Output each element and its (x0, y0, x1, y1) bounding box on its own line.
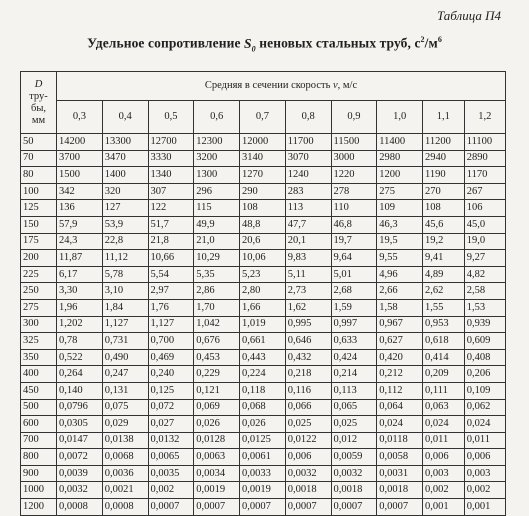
resistance-cell: 1220 (331, 167, 377, 184)
resistance-cell: 0,676 (194, 333, 240, 350)
resistance-cell: 307 (148, 183, 194, 200)
resistance-cell: 0,006 (285, 449, 331, 466)
resistance-cell: 0,0068 (102, 449, 148, 466)
velocity-value: 1,0 (377, 101, 423, 134)
diameter-cell: 1200 (21, 499, 57, 516)
resistance-cell: 1,019 (240, 316, 286, 333)
resistance-cell: 3000 (331, 150, 377, 167)
diameter-cell: 600 (21, 416, 57, 433)
diameter-cell: 100 (21, 183, 57, 200)
resistance-cell: 0,218 (285, 366, 331, 383)
resistance-cell: 320 (102, 183, 148, 200)
resistance-cell: 0,646 (285, 333, 331, 350)
resistance-cell: 0,0008 (102, 499, 148, 516)
table-row (21, 200, 506, 217)
resistance-cell: 0,0072 (57, 449, 103, 466)
resistance-cell: 0,0128 (194, 432, 240, 449)
resistance-cell: 5,54 (148, 266, 194, 283)
resistance-cell: 0,001 (464, 499, 505, 516)
resistance-cell: 0,0063 (194, 449, 240, 466)
resistance-cell: 0,112 (377, 382, 423, 399)
resistance-cell: 0,0125 (240, 432, 286, 449)
velocity-values-row (21, 101, 506, 134)
resistance-cell: 0,633 (331, 333, 377, 350)
resistance-cell: 2,80 (240, 283, 286, 300)
resistance-cell: 3070 (285, 150, 331, 167)
resistance-cell: 0,432 (285, 349, 331, 366)
resistance-cell: 0,0796 (57, 399, 103, 416)
resistance-cell: 0,063 (423, 399, 465, 416)
resistance-cell: 0,140 (57, 382, 103, 399)
resistance-cell: 2,62 (423, 283, 465, 300)
resistance-cell: 3470 (102, 150, 148, 167)
table-row (21, 250, 506, 267)
resistance-cell: 0,025 (285, 416, 331, 433)
resistance-cell: 0,012 (331, 432, 377, 449)
resistance-cell: 1300 (194, 167, 240, 184)
velocity-value: 0,7 (240, 101, 286, 134)
resistance-cell: 0,264 (57, 366, 103, 383)
resistance-cell: 0,111 (423, 382, 465, 399)
resistance-cell: 0,0019 (194, 482, 240, 499)
table-row (21, 382, 506, 399)
diameter-cell: 175 (21, 233, 57, 250)
diameter-cell: 800 (21, 449, 57, 466)
resistance-cell: 0,065 (331, 399, 377, 416)
resistance-cell: 1340 (148, 167, 194, 184)
diameter-cell: 325 (21, 333, 57, 350)
resistance-cell: 2980 (377, 150, 423, 167)
diameter-cell: 350 (21, 349, 57, 366)
resistance-cell: 0,0132 (148, 432, 194, 449)
diameter-cell: 1000 (21, 482, 57, 499)
resistance-cell: 296 (194, 183, 240, 200)
resistance-cell: 0,011 (464, 432, 505, 449)
resistance-cell: 0,0007 (148, 499, 194, 516)
resistance-cell: 0,0033 (240, 465, 286, 482)
resistance-cell: 2,66 (377, 283, 423, 300)
resistance-cell: 0,118 (240, 382, 286, 399)
resistance-cell: 19,5 (377, 233, 423, 250)
table-row (21, 167, 506, 184)
resistance-cell: 5,01 (331, 266, 377, 283)
resistance-cell: 0,0021 (102, 482, 148, 499)
resistance-cell: 0,0305 (57, 416, 103, 433)
resistance-cell: 3,30 (57, 283, 103, 300)
velocity-value: 0,6 (194, 101, 240, 134)
resistance-cell: 13300 (102, 134, 148, 151)
resistance-cell: 1270 (240, 167, 286, 184)
resistance-cell: 108 (423, 200, 465, 217)
resistance-cell: 3,10 (102, 283, 148, 300)
diameter-cell: 225 (21, 266, 57, 283)
resistance-cell: 0,997 (331, 316, 377, 333)
velocity-value: 0,9 (331, 101, 377, 134)
diameter-cell: 50 (21, 134, 57, 151)
diameter-cell: 150 (21, 216, 57, 233)
diameter-cell: 200 (21, 250, 57, 267)
resistance-cell: 51,7 (148, 216, 194, 233)
resistance-cell: 19,2 (423, 233, 465, 250)
velocity-value: 0,8 (285, 101, 331, 134)
resistance-cell: 0,420 (377, 349, 423, 366)
resistance-cell: 11400 (377, 134, 423, 151)
resistance-cell: 10,66 (148, 250, 194, 267)
resistance-cell: 0,78 (57, 333, 103, 350)
resistance-cell: 1190 (423, 167, 465, 184)
resistance-cell: 0,024 (423, 416, 465, 433)
table-label: Таблица П4 (437, 8, 501, 23)
resistance-cell: 0,002 (423, 482, 465, 499)
table-row (21, 134, 506, 151)
resistance-cell: 0,0035 (148, 465, 194, 482)
resistance-cell: 0,0032 (57, 482, 103, 499)
table-row (21, 316, 506, 333)
resistance-cell: 9,27 (464, 250, 505, 267)
resistance-cell: 46,8 (331, 216, 377, 233)
resistance-cell: 0,027 (148, 416, 194, 433)
resistance-cell: 0,0122 (285, 432, 331, 449)
diameter-header: D тру- бы, мм (21, 72, 57, 134)
resistance-cell: 0,618 (423, 333, 465, 350)
resistance-cell: 0,453 (194, 349, 240, 366)
resistance-cell: 2,58 (464, 283, 505, 300)
resistance-cell: 3200 (194, 150, 240, 167)
resistance-cell: 0,0008 (57, 499, 103, 516)
resistance-cell: 53,9 (102, 216, 148, 233)
diameter-cell: 450 (21, 382, 57, 399)
table-row (21, 399, 506, 416)
resistance-cell: 267 (464, 183, 505, 200)
diameter-cell: 300 (21, 316, 57, 333)
resistance-cell: 5,23 (240, 266, 286, 283)
resistance-cell: 10,06 (240, 250, 286, 267)
resistance-cell: 0,953 (423, 316, 465, 333)
resistance-cell: 113 (285, 200, 331, 217)
resistance-cell: 0,408 (464, 349, 505, 366)
resistance-cell: 2,97 (148, 283, 194, 300)
resistance-cell: 0,609 (464, 333, 505, 350)
resistance-cell: 0,026 (240, 416, 286, 433)
resistance-cell: 0,006 (464, 449, 505, 466)
resistance-cell: 0,026 (194, 416, 240, 433)
resistance-cell: 10,29 (194, 250, 240, 267)
table-row (21, 349, 506, 366)
resistance-cell: 0,002 (464, 482, 505, 499)
resistance-cell: 2,73 (285, 283, 331, 300)
resistance-cell: 21,0 (194, 233, 240, 250)
resistance-cell: 0,069 (194, 399, 240, 416)
diameter-cell: 70 (21, 150, 57, 167)
resistance-cell: 0,0061 (240, 449, 286, 466)
resistance-cell: 0,024 (464, 416, 505, 433)
resistance-cell: 0,0018 (331, 482, 377, 499)
resistance-cell: 0,212 (377, 366, 423, 383)
table-row (21, 283, 506, 300)
resistance-cell: 0,113 (331, 382, 377, 399)
resistance-cell: 24,3 (57, 233, 103, 250)
resistance-cell: 270 (423, 183, 465, 200)
resistance-cell: 1500 (57, 167, 103, 184)
velocity-value: 0,3 (57, 101, 103, 134)
resistance-cell: 0,0018 (285, 482, 331, 499)
resistance-cell: 109 (377, 200, 423, 217)
resistance-cell: 3700 (57, 150, 103, 167)
resistance-cell: 136 (57, 200, 103, 217)
diameter-cell: 700 (21, 432, 57, 449)
resistance-cell: 1,66 (240, 299, 286, 316)
resistance-cell: 0,0007 (331, 499, 377, 516)
resistance-cell: 0,029 (102, 416, 148, 433)
resistance-cell: 2890 (464, 150, 505, 167)
resistance-cell: 0,0007 (377, 499, 423, 516)
table-body (21, 134, 506, 516)
resistance-cell: 290 (240, 183, 286, 200)
resistance-cell: 342 (57, 183, 103, 200)
resistance-cell: 0,131 (102, 382, 148, 399)
resistance-cell: 11,87 (57, 250, 103, 267)
resistance-cell: 45,6 (423, 216, 465, 233)
resistance-cell: 0,0138 (102, 432, 148, 449)
resistance-cell: 4,96 (377, 266, 423, 283)
resistance-cell: 5,35 (194, 266, 240, 283)
table-row (21, 499, 506, 516)
resistance-cell: 12000 (240, 134, 286, 151)
resistance-cell: 11200 (423, 134, 465, 151)
resistance-cell: 0,006 (423, 449, 465, 466)
resistance-cell: 0,0059 (331, 449, 377, 466)
resistance-cell: 0,627 (377, 333, 423, 350)
resistance-cell: 12300 (194, 134, 240, 151)
resistance-cell: 0,024 (377, 416, 423, 433)
resistance-cell: 1,202 (57, 316, 103, 333)
table-row (21, 482, 506, 499)
diameter-cell: 900 (21, 465, 57, 482)
resistance-cell: 2940 (423, 150, 465, 167)
resistance-cell: 0,731 (102, 333, 148, 350)
resistance-cell: 5,78 (102, 266, 148, 283)
resistance-cell: 0,0032 (285, 465, 331, 482)
resistance-cell: 0,224 (240, 366, 286, 383)
resistance-cell: 21,8 (148, 233, 194, 250)
resistance-cell: 0,011 (423, 432, 465, 449)
resistance-cell: 2,68 (331, 283, 377, 300)
resistance-cell: 3140 (240, 150, 286, 167)
resistance-cell: 1,127 (102, 316, 148, 333)
diameter-cell: 400 (21, 366, 57, 383)
resistance-cell: 45,0 (464, 216, 505, 233)
resistance-cell: 49,9 (194, 216, 240, 233)
title-symbol: $S_0$ (244, 35, 256, 54)
resistance-cell: 9,64 (331, 250, 377, 267)
velocity-value: 0,4 (102, 101, 148, 134)
resistance-cell: 110 (331, 200, 377, 217)
diameter-cell: 80 (21, 167, 57, 184)
resistance-cell: 0,001 (423, 499, 465, 516)
resistance-cell: 9,41 (423, 250, 465, 267)
resistance-cell: 1,58 (377, 299, 423, 316)
resistance-cell: 1,96 (57, 299, 103, 316)
resistance-cell: 12700 (148, 134, 194, 151)
table-row (21, 183, 506, 200)
resistance-cell: 0,002 (148, 482, 194, 499)
resistance-table (20, 71, 506, 516)
resistance-cell: 108 (240, 200, 286, 217)
resistance-cell: 0,003 (464, 465, 505, 482)
resistance-cell: 278 (331, 183, 377, 200)
resistance-cell: 0,0018 (377, 482, 423, 499)
resistance-cell: 1200 (377, 167, 423, 184)
resistance-cell: 0,414 (423, 349, 465, 366)
resistance-cell: 1,76 (148, 299, 194, 316)
resistance-cell: 1,042 (194, 316, 240, 333)
resistance-cell: 19,7 (331, 233, 377, 250)
table-row (21, 299, 506, 316)
resistance-cell: 0,075 (102, 399, 148, 416)
resistance-cell: 0,443 (240, 349, 286, 366)
resistance-cell: 0,0031 (377, 465, 423, 482)
resistance-cell: 0,939 (464, 316, 505, 333)
diameter-cell: 500 (21, 399, 57, 416)
resistance-cell: 1,53 (464, 299, 505, 316)
table-row (21, 416, 506, 433)
velocity-value: 0,5 (148, 101, 194, 134)
resistance-cell: 0,967 (377, 316, 423, 333)
resistance-cell: 0,116 (285, 382, 331, 399)
diameter-cell: 275 (21, 299, 57, 316)
resistance-cell: 0,0034 (194, 465, 240, 482)
table-row (21, 449, 506, 466)
table-title: Удельное сопротивление $S_0$ неновых стальных труб, $с^2/м^6$ (87, 35, 442, 54)
resistance-cell: 22,8 (102, 233, 148, 250)
resistance-cell: 4,82 (464, 266, 505, 283)
resistance-cell: 0,0019 (240, 482, 286, 499)
resistance-cell: 0,072 (148, 399, 194, 416)
table-row (21, 233, 506, 250)
resistance-cell: 0,206 (464, 366, 505, 383)
resistance-cell: 0,0039 (57, 465, 103, 482)
resistance-cell: 0,0007 (240, 499, 286, 516)
resistance-cell: 0,240 (148, 366, 194, 383)
table-row (21, 150, 506, 167)
resistance-cell: 3330 (148, 150, 194, 167)
resistance-cell: 6,17 (57, 266, 103, 283)
resistance-cell: 1400 (102, 167, 148, 184)
resistance-cell: 46,3 (377, 216, 423, 233)
resistance-cell: 4,89 (423, 266, 465, 283)
velocity-header: Средняя в сечении скорость v, м/с (57, 72, 506, 101)
resistance-cell: 0,062 (464, 399, 505, 416)
resistance-cell: 11100 (464, 134, 505, 151)
resistance-cell: 1,84 (102, 299, 148, 316)
resistance-cell: 0,025 (331, 416, 377, 433)
resistance-cell: 0,125 (148, 382, 194, 399)
resistance-cell: 1,59 (331, 299, 377, 316)
resistance-cell: 20,6 (240, 233, 286, 250)
resistance-cell: 0,424 (331, 349, 377, 366)
resistance-cell: 0,0118 (377, 432, 423, 449)
resistance-cell: 122 (148, 200, 194, 217)
resistance-cell: 106 (464, 200, 505, 217)
resistance-cell: 115 (194, 200, 240, 217)
resistance-cell: 127 (102, 200, 148, 217)
resistance-cell: 0,0036 (102, 465, 148, 482)
resistance-cell: 2,86 (194, 283, 240, 300)
diameter-cell: 250 (21, 283, 57, 300)
resistance-cell: 11700 (285, 134, 331, 151)
resistance-cell: 0,0065 (148, 449, 194, 466)
resistance-cell: 0,109 (464, 382, 505, 399)
resistance-cell: 1,70 (194, 299, 240, 316)
resistance-cell: 0,214 (331, 366, 377, 383)
velocity-value: 1,1 (423, 101, 465, 134)
resistance-cell: 5,11 (285, 266, 331, 283)
resistance-cell: 283 (285, 183, 331, 200)
resistance-cell: 1240 (285, 167, 331, 184)
velocity-value: 1,2 (464, 101, 505, 134)
resistance-cell: 0,068 (240, 399, 286, 416)
table-row (21, 333, 506, 350)
resistance-cell: 0,0147 (57, 432, 103, 449)
resistance-cell: 0,066 (285, 399, 331, 416)
resistance-cell: 0,0058 (377, 449, 423, 466)
resistance-cell: 0,121 (194, 382, 240, 399)
resistance-cell: 0,995 (285, 316, 331, 333)
table-row (21, 216, 506, 233)
resistance-cell: 48,8 (240, 216, 286, 233)
resistance-cell: 0,700 (148, 333, 194, 350)
resistance-cell: 1,62 (285, 299, 331, 316)
resistance-cell: 0,229 (194, 366, 240, 383)
resistance-cell: 11500 (331, 134, 377, 151)
resistance-cell: 0,209 (423, 366, 465, 383)
resistance-cell: 0,003 (423, 465, 465, 482)
resistance-cell: 275 (377, 183, 423, 200)
resistance-cell: 57,9 (57, 216, 103, 233)
resistance-cell: 11,12 (102, 250, 148, 267)
resistance-cell: 19,0 (464, 233, 505, 250)
resistance-cell: 0,247 (102, 366, 148, 383)
resistance-cell: 1,127 (148, 316, 194, 333)
table-row (21, 432, 506, 449)
resistance-cell: 1170 (464, 167, 505, 184)
resistance-cell: 0,661 (240, 333, 286, 350)
resistance-cell: 0,469 (148, 349, 194, 366)
diameter-cell: 125 (21, 200, 57, 217)
resistance-cell: 20,1 (285, 233, 331, 250)
resistance-cell: 0,064 (377, 399, 423, 416)
resistance-cell: 1,55 (423, 299, 465, 316)
resistance-cell: 47,7 (285, 216, 331, 233)
resistance-cell: 0,490 (102, 349, 148, 366)
resistance-cell: 0,522 (57, 349, 103, 366)
table-row (21, 266, 506, 283)
resistance-cell: 9,83 (285, 250, 331, 267)
resistance-cell: 14200 (57, 134, 103, 151)
table-row (21, 366, 506, 383)
resistance-cell: 9,55 (377, 250, 423, 267)
resistance-cell: 0,0007 (194, 499, 240, 516)
resistance-cell: 0,0032 (331, 465, 377, 482)
resistance-cell: 0,0007 (285, 499, 331, 516)
